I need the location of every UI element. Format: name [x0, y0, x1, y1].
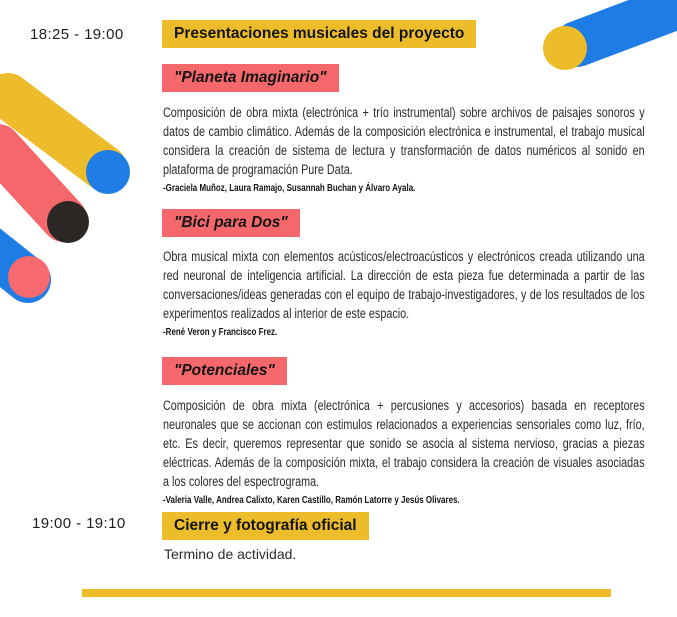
description-text: Composición de obra mixta (electrónica + trío instrumental) sobre archivos de paisajes sonoros y datos de cambio climático. Además de la composición electrónica e instrumental, el trabajo musical considera la creación de sistema de lectura y transformación de datos numéricos al sonido en plataforma de programación Pure Data.	[163, 105, 645, 177]
top-right-decoration-shapes	[530, 0, 677, 115]
description-text: Composición de obra mixta (electrónica + percusiones y accesorios) basada en receptores neuronales que se accionan con estimulos relacionados a experiencias sensoriales como luz, frío, etc. Es decir, queremos representar que sonido se asocia al sistema nervioso, gracias a piezas eléctricas. Además de la composición mixta, el trabajo considera la creación de visuales asociadas a los colores del espectrograma.	[163, 398, 645, 489]
credits-line: -Valeria Valle, Andrea Calixto, Karen Castillo, Ramón Latorre y Jesús Olivares.	[163, 495, 460, 506]
section-header-presentaciones: Presentaciones musicales del proyecto	[162, 20, 476, 48]
piece-title-planeta-imaginario: "Planeta Imaginario"	[162, 64, 339, 92]
time-range-2: 19:00 - 19:10	[32, 515, 126, 532]
blue-bar-icon	[577, 0, 677, 44]
piece-description-planeta	[163, 103, 645, 195]
credits-line: -René Veron y Francisco Frez.	[163, 327, 278, 338]
closing-note: Termino de actividad.	[164, 546, 297, 562]
description-text: Obra musical mixta con elementos acústicos/electroacústicos y electrónicos creada utilizando una red neuronal de inteligencia artificial. La dirección de esta pieza fue determinada a partir de las conversaciones/ideas generadas con el equipo de trabajo-investigadores, y de los resultados de los experimentos realizados al interior de este espacio.	[163, 249, 645, 321]
red-bar-icon	[0, 147, 64, 219]
left-decoration-shapes	[0, 0, 175, 335]
black-circle-icon	[47, 201, 89, 243]
blue-circle-icon	[86, 150, 130, 194]
yellow-circle-icon	[543, 26, 587, 70]
piece-description-potenciales	[163, 396, 645, 507]
bottom-yellow-rule-icon	[82, 589, 611, 597]
yellow-bar-icon	[8, 96, 104, 168]
piece-title-potenciales: "Potenciales"	[162, 357, 287, 385]
section-header-cierre: Cierre y fotografía oficial	[162, 512, 369, 540]
piece-description-bici	[163, 247, 645, 339]
pink-circle-icon	[8, 256, 50, 298]
credits-line: -Graciela Muñoz, Laura Ramajo, Susannah Buchan y Álvaro Ayala.	[163, 183, 416, 194]
piece-title-bici-para-dos: "Bici para Dos"	[162, 209, 300, 237]
time-range-1: 18:25 - 19:00	[30, 26, 124, 43]
blue-bar-icon	[0, 230, 28, 280]
